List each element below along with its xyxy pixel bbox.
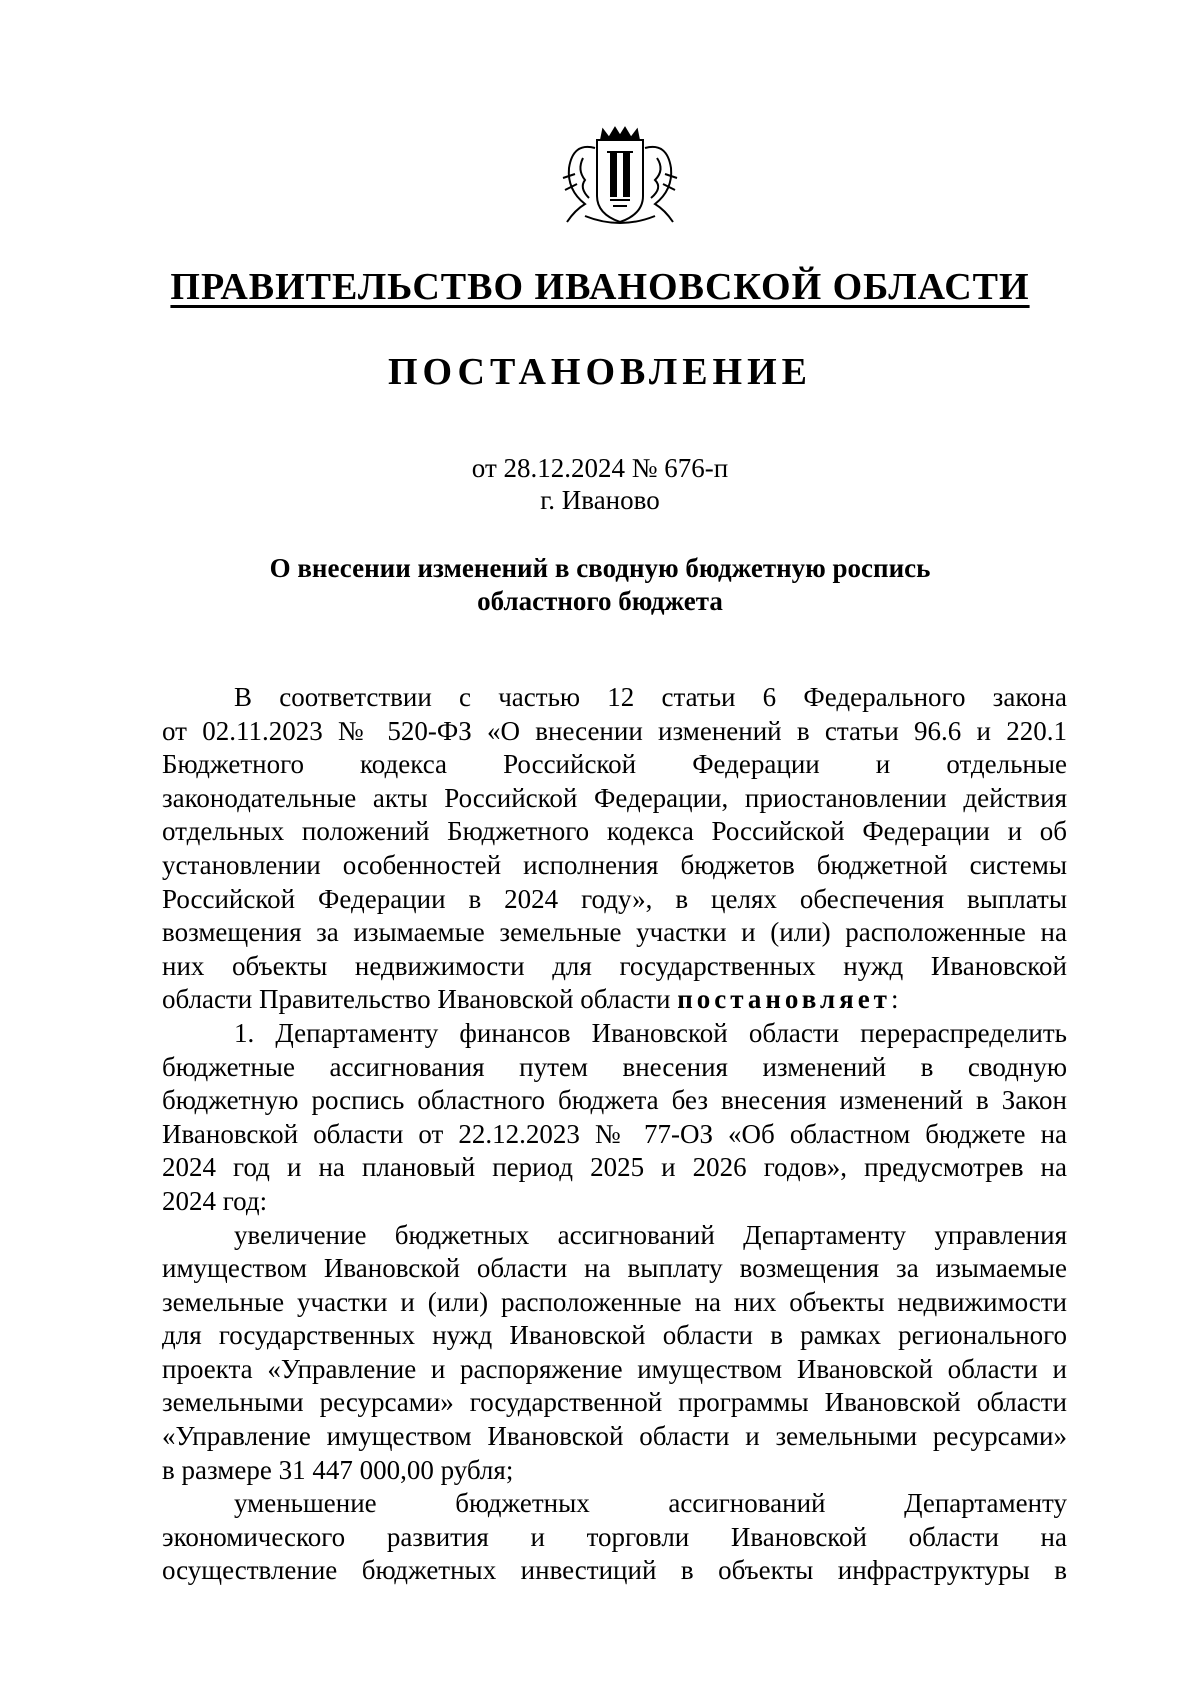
body-line: [162, 983, 1067, 1017]
body-line: них объекты недвижимости для государственных нужд Ивановской: [162, 950, 1067, 981]
body-line: 2024 год и на плановый период 2025 и 2026 годов», предусмотрев на: [162, 1152, 1067, 1183]
body-line: имуществом Ивановской области на выплату возмещения за изымаемые: [162, 1253, 1067, 1284]
body-line: проекта «Управление и распоряжение имуществом Ивановской области и: [162, 1353, 1067, 1384]
body-line: В соответствии с частью 12 статьи 6 Федерального закона: [234, 682, 1067, 712]
body-line: бюджетные ассигнования путем внесения изменений в сводную: [162, 1051, 1067, 1082]
body-line: Российской Федерации в 2024 году», в целях обеспечения выплаты: [162, 883, 1067, 914]
body-line: 2024 год:: [162, 1185, 268, 1216]
city: г. Иваново: [540, 485, 660, 515]
body-line: законодательные акты Российской Федерации, приостановлении действия: [162, 782, 1067, 813]
document-type: ПОСТАНОВЛЕНИЕ: [387, 351, 813, 393]
body-line: экономического развития и торговли Ивановской области на: [162, 1521, 1067, 1552]
body-line: Ивановской области от 22.12.2023 № 77-ОЗ «Об областном бюджете на: [162, 1118, 1067, 1149]
colon: :: [890, 984, 899, 1015]
body-line: увеличение бюджетных ассигнований Департаменту управления: [234, 1219, 1067, 1250]
subject-line: О внесении изменений в сводную бюджетную роспись: [269, 553, 931, 583]
body-line: в размере 31 447 000,00 рубля;: [162, 1454, 514, 1485]
body-line: Бюджетного кодекса Российской Федерации и отдельные: [162, 749, 1067, 780]
body-line: осуществление бюджетных инвестиций в объекты инфраструктуры в: [162, 1555, 1067, 1586]
body-line: земельными ресурсами» государственной программы Ивановской области: [162, 1387, 1067, 1418]
body-line: от 02.11.2023 № 520-ФЗ «О внесении изменений в статьи 96.6 и 220.1: [162, 715, 1067, 746]
body-line: для государственных нужд Ивановской области в рамках регионального: [162, 1320, 1067, 1351]
document-subject: [0, 552, 1200, 618]
date-number: от 28.12.2024 № 676-п: [471, 453, 729, 483]
document-body: [162, 681, 1067, 1588]
body-line: возмещения за изымаемые земельные участки и (или) расположенные на: [162, 917, 1067, 948]
coat-of-arms-emblem: [555, 118, 685, 230]
preamble-end: области Правительство Ивановской области: [162, 984, 671, 1015]
government-title: ПРАВИТЕЛЬСТВО ИВАНОВСКОЙ ОБЛАСТИ: [170, 266, 1030, 308]
body-line: бюджетную роспись областного бюджета без внесения изменений в Закон: [162, 1085, 1067, 1116]
body-line: 1. Департаменту финансов Ивановской области перераспределить: [234, 1017, 1067, 1048]
body-line: установлении особенностей исполнения бюджетов бюджетной системы: [162, 849, 1067, 880]
body-line: «Управление имуществом Ивановской области и земельными ресурсами»: [162, 1421, 1067, 1452]
body-line: уменьшение бюджетных ассигнований Департаменту: [234, 1488, 1067, 1519]
subject-line: областного бюджета: [477, 586, 723, 616]
body-line: земельные участки и (или) расположенные на них объекты недвижимости: [162, 1286, 1067, 1317]
resolves-word: постановляет: [677, 984, 891, 1015]
body-line: отдельных положений Бюджетного кодекса Российской Федерации и об: [162, 816, 1067, 847]
